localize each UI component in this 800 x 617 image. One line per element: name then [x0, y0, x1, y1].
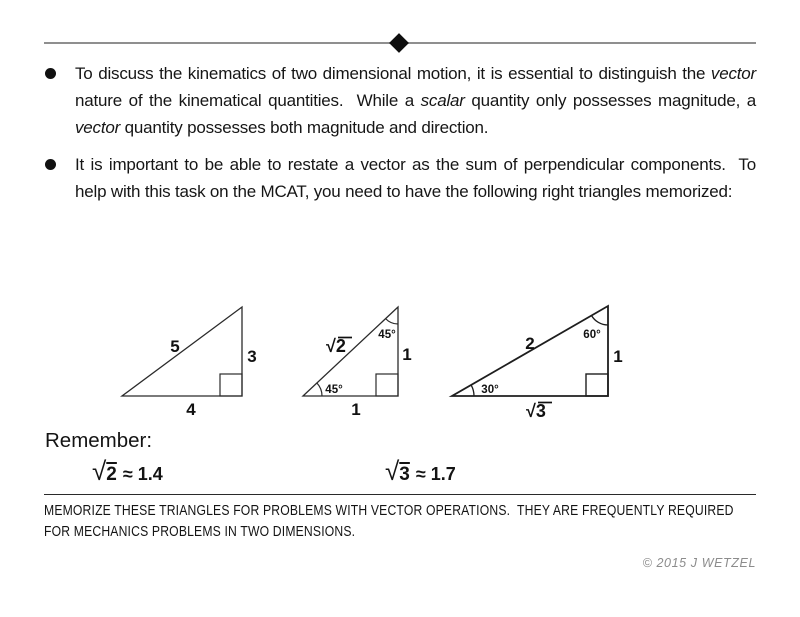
approx-value: ≈ 1.7 [415, 464, 456, 484]
text-segment-italic: vector [710, 64, 756, 83]
vertical-side-label: 3 [247, 347, 257, 366]
angle-arc-left [471, 385, 474, 396]
radicand: 3 [399, 464, 410, 485]
footer-note-line2: FOR MECHANICS PROBLEMS IN TWO DIMENSIONS. [44, 524, 356, 540]
text-segment: To discuss the kinematics of two dimensional motion, it is essential to distinguish the [75, 64, 711, 83]
paragraph-components [75, 151, 756, 205]
text-segment: nature of the kinematical quantities. While a [75, 91, 421, 110]
text-segment-italic: vector [75, 118, 121, 137]
base-angle-label: 30° [481, 384, 499, 396]
angle-arc-left [317, 383, 322, 396]
footer-divider-rule [44, 494, 756, 495]
triangle-45-45-90 [288, 297, 418, 422]
approx-value: ≈ 1.4 [122, 464, 163, 484]
angle-arc-top [386, 319, 398, 324]
vertical-side-label: 1 [402, 345, 412, 364]
apex-angle-label: 45° [378, 329, 396, 341]
bullet-item-kinematics [44, 60, 756, 141]
vertical-side-label: 1 [613, 347, 623, 366]
triangle-30-60-90 [438, 296, 638, 424]
paragraph-kinematics [75, 60, 756, 141]
base-side-label: √3 [526, 401, 546, 421]
right-angle-marker [376, 374, 398, 396]
footer-note-line1: MEMORIZE THESE TRIANGLES FOR PROBLEMS WITH VECTOR OPERATIONS. THEY ARE FREQUENTLY REQUIRED [44, 503, 734, 519]
base-angle-label: 45° [325, 384, 343, 396]
hypotenuse-label: √2 [326, 336, 346, 356]
text-segment: quantity possesses both magnitude and direction. [120, 118, 489, 137]
hypotenuse-label: 2 [525, 334, 535, 353]
diamond-icon [389, 33, 409, 53]
radical-sign: √ [385, 456, 400, 486]
hypotenuse-label: 5 [170, 337, 180, 356]
remember-heading: Remember: [45, 429, 153, 452]
radical-sign: √ [92, 456, 107, 486]
footer-note [44, 501, 758, 543]
sqrt2-approximation [92, 456, 163, 487]
text-segment-italic: scalar [420, 91, 465, 110]
bullet-list [44, 60, 756, 205]
copyright-text: © 2015 J WETZEL [642, 556, 756, 570]
bullet-icon [45, 159, 56, 170]
base-side-label: 1 [351, 400, 361, 419]
text-segment: quantity only possesses magnitude, a [464, 91, 757, 110]
apex-angle-label: 60° [583, 329, 601, 341]
base-side-label: 4 [186, 400, 196, 419]
right-angle-marker [586, 374, 608, 396]
triangle-3-4-5 [105, 297, 260, 422]
radicand: 2 [106, 464, 117, 485]
bullet-icon [45, 68, 56, 79]
angle-arc-top [592, 316, 609, 326]
right-angle-marker [220, 374, 242, 396]
triangle-outline [303, 307, 398, 396]
text-segment: It is important to be able to restate a vector as the sum of perpendicular components. To help with this task on the MCAT, you need to have the following right triangles memorized: [75, 155, 756, 201]
sqrt3-approximation [385, 456, 456, 487]
bullet-item-components [44, 151, 756, 205]
triangle-outline [122, 307, 242, 396]
